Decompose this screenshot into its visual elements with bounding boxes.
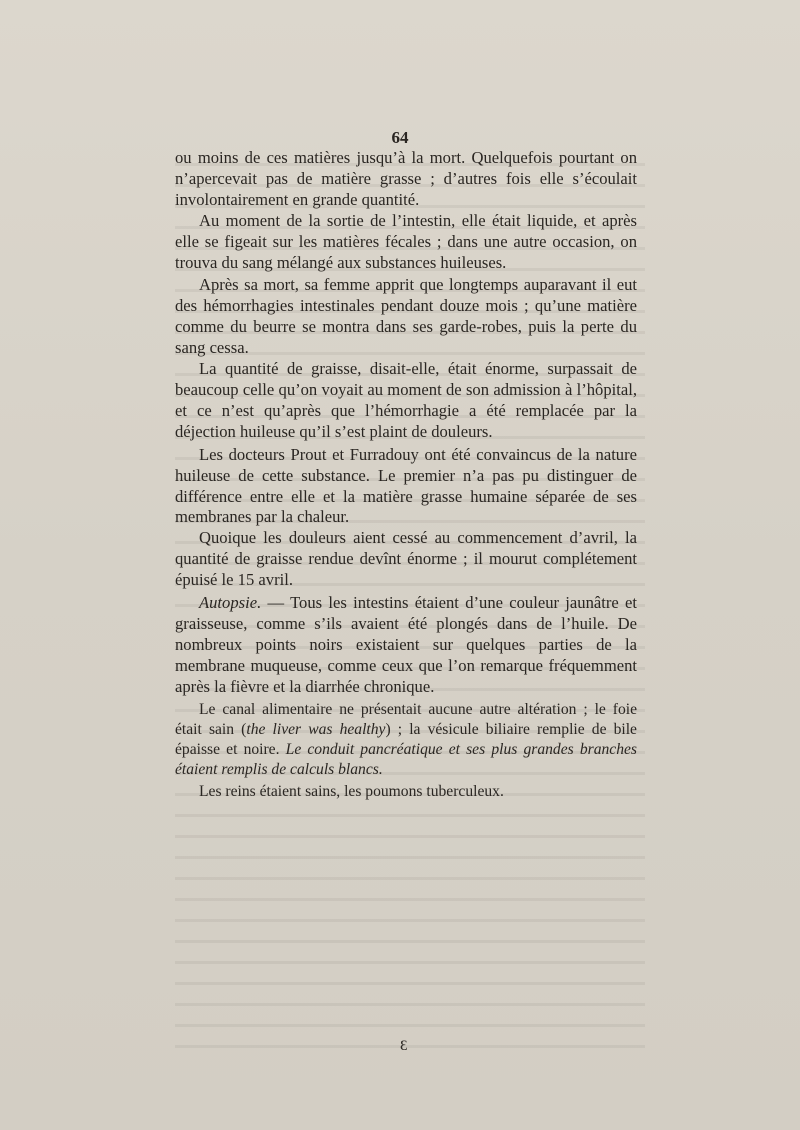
- canal-text-2: ) ; la vésicule biliaire remplie de bile épaisse et noire.: [175, 720, 637, 758]
- paragraph-1: ou moins de ces matières jusqu’à la mort. Quelquefois pourtant on n’apercevait pas de matière grasse ; d’autres fois elle s’écoulait involontairement en grande quantité.: [175, 148, 637, 209]
- signature-mark: Ɛ: [400, 1038, 408, 1054]
- paragraph-3: Après sa mort, sa femme apprit que longtemps auparavant il eut des hémorrhagies intestinales pendant douze mois ; qu’une matière comme du beurre se montra dans ses garde-robes, puis la perte du sang cessa.: [175, 275, 637, 358]
- canal-italic-end: Le conduit pancréatique et ses plus grandes branches étaient remplis de calculs blancs.: [175, 740, 638, 778]
- autopsy-label: Autopsie.: [199, 593, 262, 613]
- canal-text-1: Le canal alimentaire ne présentait aucune autre altération ; le foie était sain (: [175, 700, 637, 738]
- body-text: [175, 148, 637, 802]
- paragraph-2: Au moment de la sortie de l’intestin, elle était liquide, et après elle se figeait sur les matières fécales ; dans une autre occasion, on trouva du sang mélangé aux substances huileuses.: [175, 210, 637, 272]
- paragraph-5: Les docteurs Prout et Furradouy ont été convaincus de la nature huileuse de cette substance. Le premier n’a pas pu distinguer de différence entre elle et la matière grasse humaine séparée de ses membranes par la chaleur.: [175, 444, 637, 527]
- autopsy-text: — Tous les intestins étaient d’une couleur jaunâtre et graisseuse, comme s’ils avaient été plongés dans de l’huile. De nombreux points noirs existaient sur quelques parties de la membrane muqueuse, comme ceux que l’on remarque fréquemment après la fièvre et la diarrhée chronique.: [175, 593, 637, 696]
- paragraph-4: La quantité de graisse, disait-elle, était énorme, surpassait de beaucoup celle qu’on voyait au moment de son admission à l’hôpital, et ce n’est qu’après que l’hémorrhagie a été remplacée par la déjection huileuse qu’il s’est plaint de douleurs.: [175, 359, 637, 441]
- paragraph-canal: [175, 700, 637, 780]
- page-number: 64: [391, 128, 409, 147]
- paragraph-6: Quoique les douleurs aient cessé au commencement d’avril, la quantité de graisse rendue devînt énorme ; il mourut complétement épuisé le 15 avril.: [175, 528, 637, 590]
- paragraph-last: Les reins étaient sains, les poumons tuberculeux.: [199, 782, 504, 800]
- canal-english: the liver was healthy: [246, 720, 386, 738]
- paragraph-autopsy: [175, 593, 637, 698]
